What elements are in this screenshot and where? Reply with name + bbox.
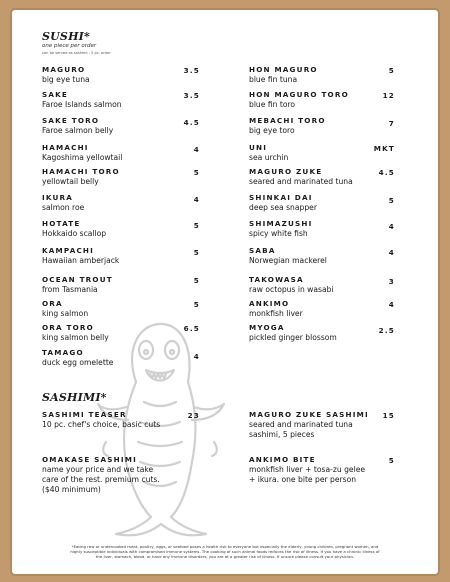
item-price: 5 — [193, 300, 200, 309]
item-price: 4 — [193, 145, 200, 154]
item-price: 5 — [193, 168, 200, 177]
menu-item: OMAKASE SASHIMI name your price and we take care of the rest. premium cuts. ($40 minimum) — [42, 455, 160, 494]
menu-item: HAMACHI Kagoshima yellowtail — [42, 143, 123, 162]
sashimi-section-title: SASHIMI* — [42, 391, 107, 404]
item-price: 5 — [388, 456, 395, 465]
item-price: 5 — [388, 196, 395, 205]
menu-item: TAKOWASA raw octopus in wasabi — [249, 275, 334, 294]
item-price: 6.5 — [183, 324, 200, 333]
menu-item: SABA Norwegian mackerel — [249, 246, 327, 265]
menu-item: KAMPACHI Hawaiian amberjack — [42, 246, 120, 265]
item-price: 4 — [388, 222, 395, 231]
menu-item: MEBACHI TORO big eye toro — [249, 116, 326, 135]
menu-item: SHIMAZUSHI spicy white fish — [249, 219, 313, 238]
item-price: 4.5 — [183, 118, 200, 127]
item-price: 2.5 — [378, 326, 395, 335]
sushi-section-title: SUSHI* — [42, 30, 90, 43]
menu-item: OCEAN TROUT from Tasmania — [42, 275, 113, 294]
item-price: 5 — [193, 248, 200, 257]
sushi-subtitle: one piece per order — [42, 43, 97, 49]
menu-item: IKURA salmon roe — [42, 193, 85, 212]
item-price: MKT — [373, 144, 395, 153]
menu-item: SHINKAI DAI deep sea snapper — [249, 193, 317, 212]
item-price: 12 — [382, 91, 395, 100]
menu-item: MAGURO ZUKE seared and marinated tuna — [249, 167, 353, 186]
item-price: 5 — [193, 221, 200, 230]
menu-item: ANKIMO monkfish liver — [249, 299, 303, 318]
menu-item: MYOGA pickled ginger blossom — [249, 323, 337, 342]
item-price: 5 — [193, 276, 200, 285]
item-price: 4 — [388, 300, 395, 309]
menu-item: HAMACHI TORO yellowtail belly — [42, 167, 120, 186]
menu-item: MAGURO big eye tuna — [42, 65, 90, 84]
item-price: 4 — [388, 248, 395, 257]
menu-item: HON MAGURO blue fin tuna — [249, 65, 318, 84]
item-price: 15 — [382, 411, 395, 420]
item-price: 23 — [187, 411, 200, 420]
item-price: 3.5 — [183, 66, 200, 75]
item-price: 7 — [388, 119, 395, 128]
menu-item: HOTATE Hokkaido scallop — [42, 219, 107, 238]
menu-item: SAKE TORO Faroe salmon belly — [42, 116, 114, 135]
menu-item: SAKE Faroe Islands salmon — [42, 90, 122, 109]
item-price: 4.5 — [378, 168, 395, 177]
menu-item: MAGURO ZUKE SASHIMI seared and marinated tuna sashimi, 5 pieces — [249, 410, 369, 439]
menu-item: ORA king salmon — [42, 299, 89, 318]
item-price: 4 — [193, 195, 200, 204]
sushi-sashimi-note: can be served as sashimi - 5 pc. order — [42, 51, 111, 55]
menu-item: UNI sea urchin — [249, 143, 289, 162]
item-price: 5 — [388, 66, 395, 75]
item-price: 3 — [388, 277, 395, 286]
menu-item: ANKIMO BITE monkfish liver + tosa-zu gelee + ikura. one bite per person — [249, 455, 366, 484]
item-price: 3.5 — [183, 91, 200, 100]
menu-item: HON MAGURO TORO blue fin toro — [249, 90, 349, 109]
menu-item: ORA TORO king salmon belly — [42, 323, 109, 342]
menu-item: TAMAGO duck egg omelette — [42, 348, 114, 367]
item-price: 4 — [193, 352, 200, 361]
health-warning-footnote: *Eating raw or undercooked meat, poultry, eggs, or seafood poses a health risk to everyone but especially the elderly, young children, pregnant women, and highly susceptible individuals with compromised immune systems. The cooking of such animal foods reduces the risk of illness. If you have a chronic illness of the liver, stomach, blood, or have any immune disorders, you are at a greater risk of illness. If unsure please consult your physician. — [70, 544, 380, 559]
menu-item: SASHIMI TEASER 10 pc. chef's choice, basic cuts — [42, 410, 161, 429]
